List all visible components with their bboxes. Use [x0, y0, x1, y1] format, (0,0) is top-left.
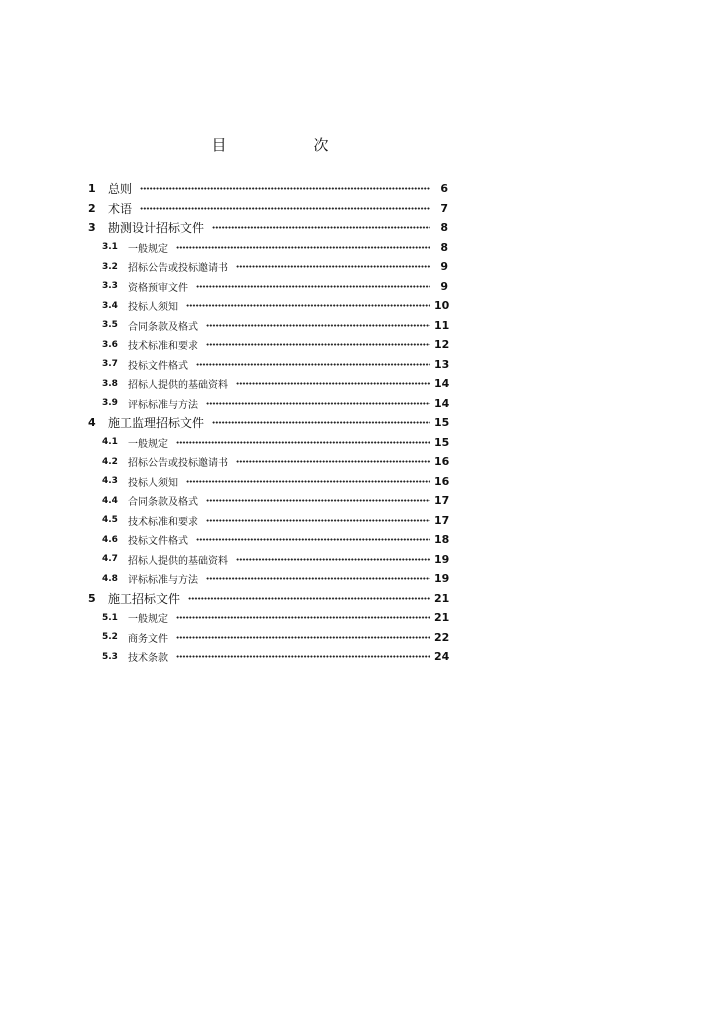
toc-entry-label: 招标公告或投标邀请书	[128, 263, 228, 275]
toc-entry[interactable]	[88, 608, 448, 628]
toc-entry-number: 4.1	[102, 437, 118, 448]
toc-entry[interactable]	[88, 569, 448, 589]
toc-entry-label: 术语	[108, 201, 133, 216]
toc-entry-number: 5.3	[102, 651, 118, 662]
toc-entry-number: 4.5	[102, 515, 118, 526]
toc-entry-number: 4.3	[102, 476, 118, 487]
toc-entry-label: 评标标准与方法	[128, 575, 198, 587]
toc-entry-label: 合同条款及格式	[128, 321, 198, 333]
toc-leader-dots	[176, 613, 430, 623]
toc-leader-dots	[206, 320, 430, 330]
toc-entry[interactable]	[88, 355, 448, 375]
toc-entry-number: 4	[88, 416, 96, 430]
toc-entry-page-number: 14	[434, 396, 450, 410]
toc-leader-dots	[176, 242, 430, 252]
toc-entry-page-number: 17	[434, 494, 450, 508]
toc-leader-dots	[196, 535, 430, 545]
toc-leader-dots	[176, 437, 430, 447]
toc-entry[interactable]	[88, 296, 448, 316]
toc-leader-dots	[206, 340, 430, 350]
toc-entry-number: 3.6	[102, 339, 118, 350]
toc-entry-number: 4.2	[102, 456, 118, 467]
toc-entry-label: 招标人提供的基础资料	[128, 380, 228, 392]
toc-title: 目 次	[211, 136, 365, 154]
toc-entry[interactable]	[88, 394, 448, 414]
toc-leader-dots	[186, 301, 430, 311]
toc-entry-label: 施工招标文件	[108, 591, 181, 606]
toc-leader-dots	[206, 515, 430, 525]
toc-entry[interactable]	[88, 199, 448, 219]
toc-entry-page-number: 24	[434, 650, 450, 664]
toc-entry-label: 投标文件格式	[128, 360, 188, 372]
toc-entry-page-number: 7	[440, 201, 448, 215]
toc-entry[interactable]	[88, 491, 448, 511]
toc-leader-dots	[186, 476, 430, 486]
toc-entry-page-number: 15	[434, 416, 450, 430]
toc-entry[interactable]	[88, 335, 448, 355]
toc-entry-number: 3	[88, 221, 96, 235]
toc-entry-number: 3.3	[102, 281, 118, 292]
toc-leader-dots	[176, 632, 430, 642]
toc-entry-page-number: 19	[434, 552, 450, 566]
toc-leader-dots	[236, 457, 430, 467]
toc-leader-dots	[176, 652, 430, 662]
toc-entry[interactable]	[88, 277, 448, 297]
toc-entry-number: 3.9	[102, 398, 118, 409]
toc-entry[interactable]	[88, 257, 448, 277]
toc-entry-label: 商务文件	[128, 633, 168, 645]
toc-entry-page-number: 21	[434, 611, 450, 625]
toc-entry-page-number: 15	[434, 435, 450, 449]
toc-entry-number: 4.6	[102, 534, 118, 545]
toc-entry-number: 3.7	[102, 359, 118, 370]
toc-entry-page-number: 13	[434, 357, 450, 371]
toc-entry-page-number: 17	[434, 513, 450, 527]
toc-entry-label: 一般规定	[128, 614, 168, 626]
toc-entry-number: 3.8	[102, 378, 118, 389]
toc-entry[interactable]	[88, 452, 448, 472]
toc-entry-label: 招标公告或投标邀请书	[128, 458, 228, 470]
toc-entry-number: 3.1	[102, 242, 118, 253]
toc-entry-number: 3.2	[102, 261, 118, 272]
toc-entry-number: 5.1	[102, 612, 118, 623]
toc-entry-page-number: 9	[440, 279, 448, 293]
toc-entry-page-number: 16	[434, 455, 450, 469]
toc-entry-page-number: 10	[434, 299, 450, 313]
toc-entry-page-number: 22	[434, 630, 450, 644]
toc-leader-dots	[188, 593, 430, 603]
toc-entry-number: 3.4	[102, 300, 118, 311]
toc-entry-label: 勘测设计招标文件	[108, 221, 205, 236]
toc-entry[interactable]	[88, 238, 448, 258]
toc-leader-dots	[236, 262, 430, 272]
toc-entry-number: 4.7	[102, 554, 118, 565]
toc-entry-page-number: 19	[434, 572, 450, 586]
toc-leader-dots	[212, 418, 430, 428]
toc-entry[interactable]	[88, 218, 448, 238]
toc-entry-number: 5.2	[102, 632, 118, 643]
toc-entry-label: 技术条款	[128, 653, 168, 665]
toc-entry-page-number: 18	[434, 533, 450, 547]
toc-entry-page-number: 6	[440, 182, 448, 196]
toc-entry-number: 3.5	[102, 320, 118, 331]
toc-entry-number: 1	[88, 182, 96, 196]
toc-entry[interactable]	[88, 511, 448, 531]
toc-entry-label: 资格预审文件	[128, 282, 188, 294]
toc-entry-number: 4.8	[102, 573, 118, 584]
toc-entry-label: 技术标准和要求	[128, 341, 198, 353]
toc-leader-dots	[212, 223, 430, 233]
toc-entry[interactable]	[88, 472, 448, 492]
toc-entry-number: 5	[88, 591, 96, 605]
toc-entry-number: 2	[88, 201, 96, 215]
toc-entry[interactable]	[88, 179, 448, 199]
toc-entry[interactable]	[88, 589, 448, 609]
toc-entry-label: 施工监理招标文件	[108, 416, 205, 431]
toc-leader-dots	[236, 379, 430, 389]
toc-leader-dots	[206, 574, 430, 584]
toc-entry-page-number: 21	[434, 591, 450, 605]
toc-leader-dots	[206, 398, 430, 408]
toc-entry-page-number: 12	[434, 338, 450, 352]
toc-entry[interactable]	[88, 550, 448, 570]
toc-leader-dots	[206, 496, 430, 506]
toc-entry[interactable]	[88, 316, 448, 336]
toc-entry-label: 投标人须知	[128, 477, 178, 489]
toc-leader-dots	[196, 359, 430, 369]
toc-entry-page-number: 14	[434, 377, 450, 391]
toc-leader-dots	[140, 184, 430, 194]
toc-entry[interactable]	[88, 413, 448, 433]
toc-entry-label: 一般规定	[128, 243, 168, 255]
toc-entry[interactable]	[88, 433, 448, 453]
toc-entry-page-number: 11	[434, 318, 450, 332]
toc-entry-label: 投标文件格式	[128, 536, 188, 548]
toc-entry-number: 4.4	[102, 495, 118, 506]
table-of-contents	[88, 179, 448, 667]
toc-leader-dots	[140, 203, 430, 213]
toc-entry-label: 一般规定	[128, 438, 168, 450]
toc-entry-label: 评标标准与方法	[128, 399, 198, 411]
toc-entry[interactable]	[88, 530, 448, 550]
toc-entry-page-number: 8	[440, 221, 448, 235]
toc-entry-label: 合同条款及格式	[128, 497, 198, 509]
toc-entry-page-number: 9	[440, 260, 448, 274]
toc-entry[interactable]	[88, 628, 448, 648]
toc-entry-label: 招标人提供的基础资料	[128, 555, 228, 567]
toc-leader-dots	[236, 554, 430, 564]
toc-entry-label: 投标人须知	[128, 302, 178, 314]
toc-entry[interactable]	[88, 647, 448, 667]
toc-entry-label: 总则	[108, 182, 133, 197]
toc-entry-label: 技术标准和要求	[128, 516, 198, 528]
toc-entry-page-number: 8	[440, 240, 448, 254]
toc-entry[interactable]	[88, 374, 448, 394]
toc-entry-page-number: 16	[434, 474, 450, 488]
toc-leader-dots	[196, 281, 430, 291]
